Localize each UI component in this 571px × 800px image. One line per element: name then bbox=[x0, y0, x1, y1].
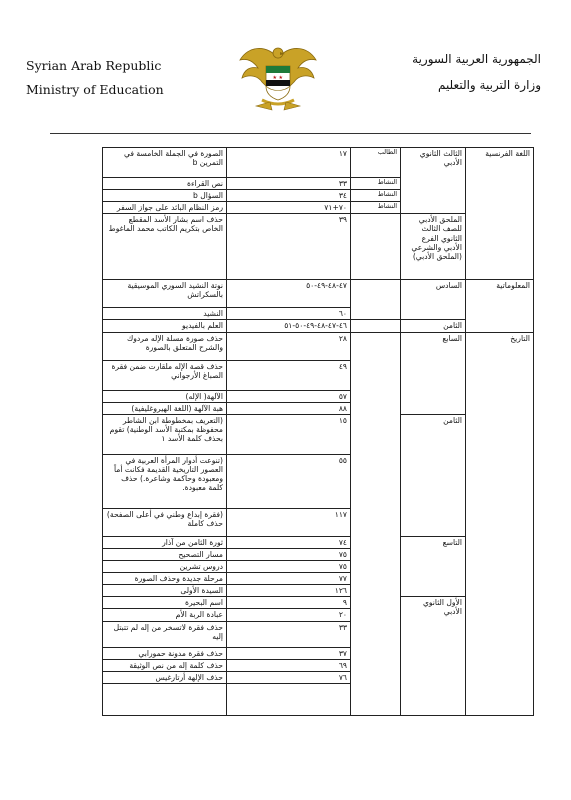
activity-empty bbox=[351, 214, 401, 280]
grade-cell: السادس bbox=[401, 280, 466, 320]
change-description: السؤال b bbox=[103, 190, 227, 202]
grade-cell: الثالث الثانوي الأدبي bbox=[401, 148, 466, 214]
change-description: الصورة في الجملة الخامسة في التمرين b bbox=[103, 148, 227, 178]
page-number: ١٢٦ bbox=[227, 585, 351, 597]
change-description: حذف قصة الإله ملقارت ضمن فقرة الصباغ الأرجواني bbox=[103, 360, 227, 390]
change-description: مسار التصحيح bbox=[103, 548, 227, 560]
change-description: نوتة النشيد السوري الموسيقية بالسكراتش bbox=[103, 280, 227, 308]
change-description: مرحلة جديدة وحذف الصورة bbox=[103, 573, 227, 585]
grade-cell: الأول الثانوي الأدبي bbox=[401, 597, 466, 716]
country-name-ar: الجمهورية العربية السورية bbox=[412, 52, 541, 66]
syrian-eagle-emblem-icon bbox=[236, 40, 320, 116]
grade-cell: الثامن bbox=[401, 320, 466, 332]
page-number: ٤٩ bbox=[227, 360, 351, 390]
page-number: ٦٠ bbox=[227, 308, 351, 320]
country-name-en: Syrian Arab Republic bbox=[26, 58, 162, 73]
page-number: ٧٦ bbox=[227, 671, 351, 683]
activity-empty bbox=[351, 332, 401, 715]
change-description: السيدة الأولى bbox=[103, 585, 227, 597]
page-number: ٣٩ bbox=[227, 214, 351, 280]
page-number: ١٥ bbox=[227, 414, 351, 454]
change-description: نص القراءة bbox=[103, 178, 227, 190]
activity-label: النشاط bbox=[351, 202, 401, 214]
page-number: ١١٧ bbox=[227, 508, 351, 536]
page-number: ٤٦-٤٧-٤٨-٤٩-٥٠-٥١ bbox=[227, 320, 351, 332]
subject-cell: التاريخ bbox=[466, 332, 534, 715]
page-number: ٣٤ bbox=[227, 190, 351, 202]
change-description: النشيد bbox=[103, 308, 227, 320]
page-number: ٣٣ bbox=[227, 178, 351, 190]
activity-empty bbox=[351, 280, 401, 320]
curriculum-changes-table bbox=[102, 147, 534, 716]
change-description: رمز النظام البائد على جواز السفر bbox=[103, 202, 227, 214]
ministry-name-ar: وزارة التربية والتعليم bbox=[437, 78, 541, 92]
change-description: اسم البحيرة bbox=[103, 597, 227, 609]
table-row bbox=[103, 280, 534, 308]
change-description-empty bbox=[103, 683, 227, 715]
table-row bbox=[103, 148, 534, 178]
ministry-name-en: Ministry of Education bbox=[26, 82, 164, 97]
page-number: ٧٤ bbox=[227, 536, 351, 548]
page-number: ٧٧ bbox=[227, 573, 351, 585]
page-number: ٩ bbox=[227, 597, 351, 609]
page-number: ٢٠ bbox=[227, 609, 351, 621]
change-description: عبادة الربة الأم bbox=[103, 609, 227, 621]
page-number: ٥٥ bbox=[227, 454, 351, 508]
page-number: ٣٣ bbox=[227, 621, 351, 647]
change-description: دروس تشرين bbox=[103, 560, 227, 572]
table-row bbox=[103, 332, 534, 360]
change-description: هبة الآلهة (اللغة الهيروغليفية) bbox=[103, 402, 227, 414]
svg-text:★: ★ bbox=[278, 75, 283, 81]
page-number: ٧٠+٧١ bbox=[227, 202, 351, 214]
student-label: الطالب bbox=[351, 148, 401, 178]
grade-cell: الملحق الأدبي للصف الثالث الثانوي الفرع الأدبي والشرعي (الملحق الأدبي) bbox=[401, 214, 466, 280]
activity-label: النشاط bbox=[351, 178, 401, 190]
activity-empty bbox=[351, 320, 401, 332]
subject-cell: اللغة الفرنسية bbox=[466, 148, 534, 280]
grade-cell: السابع bbox=[401, 332, 466, 414]
change-description: حذف كلمة إله من نص الوثيقة bbox=[103, 659, 227, 671]
change-description: حذف اسم بشار الأسد المقطع الخاص بتكريم الكاتب محمد الماغوط bbox=[103, 214, 227, 280]
change-description: حذف الإلهة أرتارغيس bbox=[103, 671, 227, 683]
page-number: ٦٩ bbox=[227, 659, 351, 671]
page-number: ٥٧ bbox=[227, 390, 351, 402]
activity-label: النشاط bbox=[351, 190, 401, 202]
page-number: ٧٥ bbox=[227, 548, 351, 560]
page-number: ٨٨ bbox=[227, 402, 351, 414]
page-number: ٧٥ bbox=[227, 560, 351, 572]
page-number-empty bbox=[227, 683, 351, 715]
change-description: حذف صورة مسلة الإله مردوك والشرح المتعلق بالصورة bbox=[103, 332, 227, 360]
page-number: ١٧ bbox=[227, 148, 351, 178]
change-description: ثورة الثامن من آذار bbox=[103, 536, 227, 548]
change-description: (فقرة إبداع وطني في أعلى الصفحة) حذف كاملة bbox=[103, 508, 227, 536]
change-description: (تنوعت أدوار المرأة العربية في العصور التاريخية القديمة فكانت أماً ومعبودة وحاكمة وشاعرة.) حذف كلمة معبودة. bbox=[103, 454, 227, 508]
change-description: حذف فقرة لاتسخر من إله لم تتبتل إليه bbox=[103, 621, 227, 647]
grade-cell: التاسع bbox=[401, 536, 466, 597]
change-description: حذف فقرة مدونة حمورابي bbox=[103, 647, 227, 659]
page-number: ٤٧-٤٨-٤٩-٥٠ bbox=[227, 280, 351, 308]
page-number: ٢٨ bbox=[227, 332, 351, 360]
header-divider bbox=[50, 133, 531, 134]
grade-cell: الثامن bbox=[401, 414, 466, 536]
change-description: العلم بالفيديو bbox=[103, 320, 227, 332]
svg-text:★: ★ bbox=[272, 75, 277, 81]
page-number: ٣٧ bbox=[227, 647, 351, 659]
change-description: (التعريف بمخطوطة ابن الشاطر محفوظة بمكتبة الأسد الوطنية) تقوم بحذف كلمة الأسد ١ bbox=[103, 414, 227, 454]
subject-cell: المعلوماتية bbox=[466, 280, 534, 332]
change-description: الآلهة( الإله) bbox=[103, 390, 227, 402]
